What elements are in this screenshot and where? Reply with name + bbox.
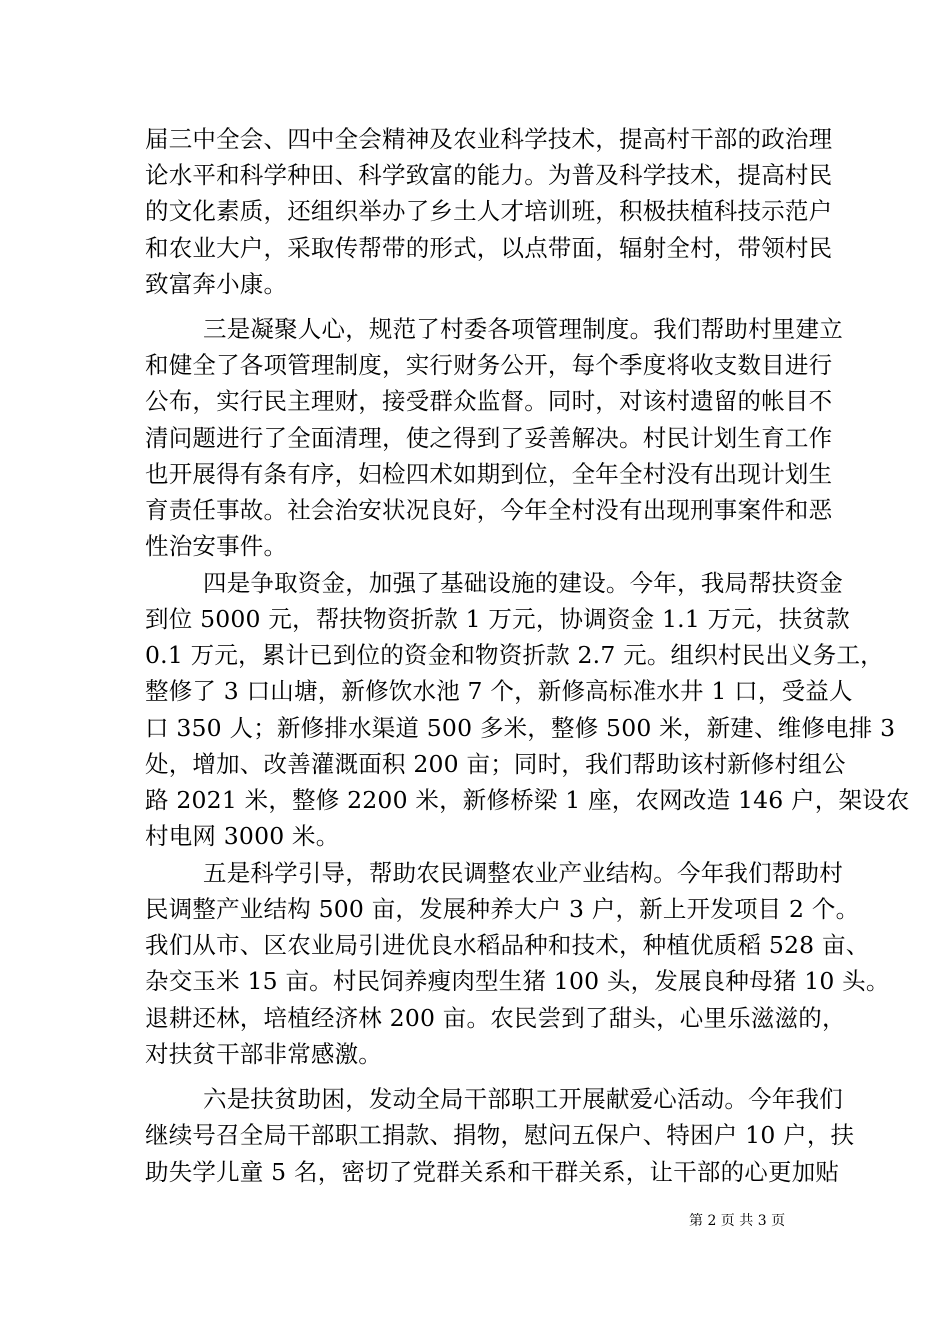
text-line: 整修了 3 口山塘，新修饮水池 7 个，新修高标准水井 1 口，受益人 — [145, 677, 853, 705]
text-line: 对扶贫干部非常感激。 — [145, 1040, 382, 1068]
text-line: 清问题进行了全面清理，使之得到了妥善解决。村民计划生育工作 — [145, 424, 833, 452]
text-line: 公布，实行民主理财，接受群众监督。同时，对该村遗留的帐目不 — [145, 387, 833, 415]
text-line: 路 2021 米，整修 2200 米，新修桥梁 1 座，农网改造 146 户，架设农 — [145, 786, 910, 814]
text-line: 育责任事故。社会治安状况良好，今年全村没有出现刑事案件和恶 — [145, 496, 833, 524]
text-line: 杂交玉米 15 亩。村民饲养瘦肉型生猪 100 头，发展良种母猪 10 头。 — [145, 967, 890, 995]
text-line: 0.1 万元，累计已到位的资金和物资折款 2.7 元。组织村民出义务工， — [145, 641, 884, 669]
page-number-footer: 第 2 页 共 3 页 — [689, 1213, 786, 1229]
text-line: 村电网 3000 米。 — [145, 822, 340, 850]
paragraph-six-start: 六是扶贫助困，发动全局干部职工开展献爱心活动。今年我们 — [203, 1085, 843, 1113]
paragraph-four-start: 四是争取资金，加强了基础设施的建设。今年，我局帮扶资金 — [203, 569, 843, 597]
text-line: 也开展得有条有序，妇检四术如期到位，全年全村没有出现计划生 — [145, 460, 833, 488]
text-line: 民调整产业结构 500 亩，发展种养大户 3 户，新上开发项目 2 个。 — [145, 895, 860, 923]
text-line: 退耕还林，培植经济林 200 亩。农民尝到了甜头，心里乐滋滋的， — [145, 1004, 846, 1032]
paragraph-five-start: 五是科学引导，帮助农民调整农业产业结构。今年我们帮助村 — [203, 859, 843, 887]
text-line: 继续号召全局干部职工捐款、捐物，慰问五保户、特困户 10 户，扶 — [145, 1121, 855, 1149]
paragraph-three-start: 三是凝聚人心，规范了村委各项管理制度。我们帮助村里建立 — [203, 315, 843, 343]
text-line: 致富奔小康。 — [145, 270, 288, 298]
text-line: 届三中全会、四中全会精神及农业科学技术，提高村干部的政治理 — [145, 125, 833, 153]
text-line: 助失学儿童 5 名，密切了党群关系和干群关系，让干部的心更加贴 — [145, 1158, 840, 1186]
text-line: 和健全了各项管理制度，实行财务公开，每个季度将收支数目进行 — [145, 351, 833, 379]
text-line: 处，增加、改善灌溉面积 200 亩；同时，我们帮助该村新修村组公 — [145, 750, 846, 778]
text-line: 我们从市、区农业局引进优良水稻品种和技术，种植优质稻 528 亩、 — [145, 931, 870, 959]
text-line: 的文化素质，还组织举办了乡土人才培训班，积极扶植科技示范户 — [145, 197, 833, 225]
text-line: 到位 5000 元，帮扶物资折款 1 万元，协调资金 1.1 万元，扶贫款 — [145, 605, 850, 633]
text-line: 口 350 人；新修排水渠道 500 多米，整修 500 米，新建、维修电排 3 — [145, 714, 896, 742]
text-line: 性治安事件。 — [145, 532, 288, 560]
text-line: 和农业大户，采取传帮带的形式，以点带面，辐射全村，带领村民 — [145, 234, 833, 262]
text-line: 论水平和科学种田、科学致富的能力。为普及科学技术，提高村民 — [145, 161, 833, 189]
